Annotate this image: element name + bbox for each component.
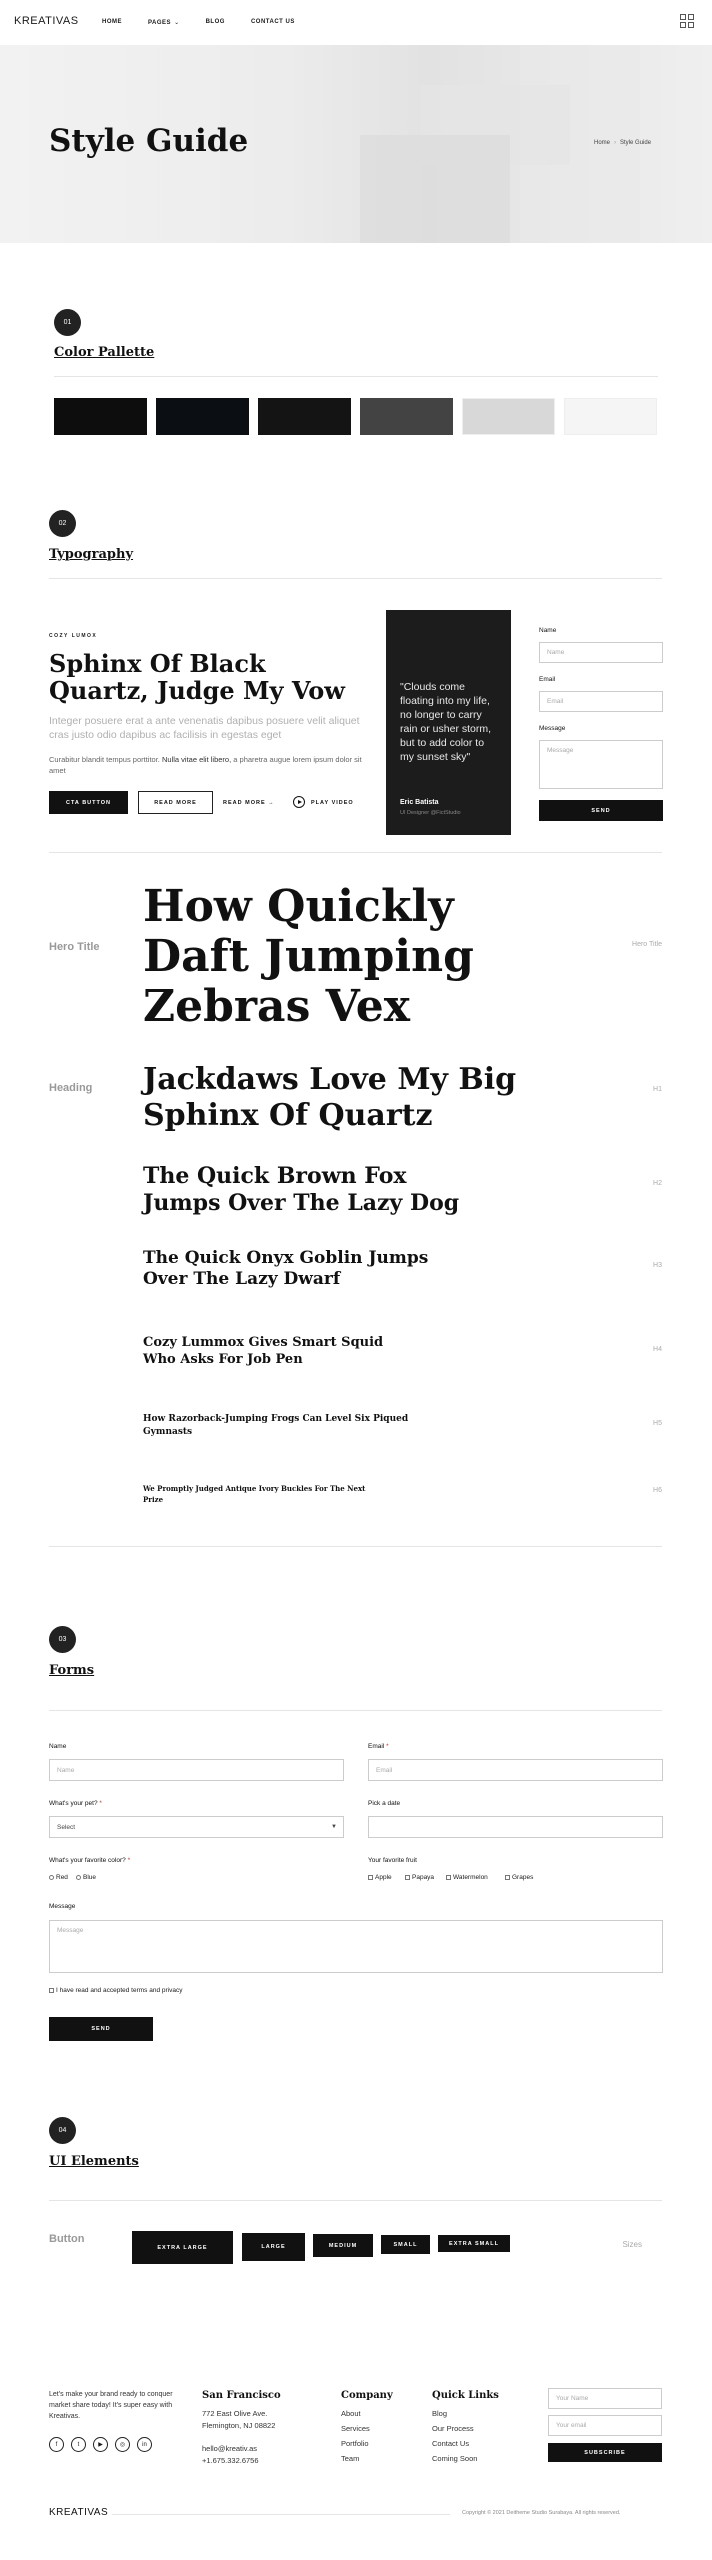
button-extra-small[interactable]: EXTRA SMALL [438,2235,510,2252]
checkbox-papaya[interactable] [405,1874,434,1881]
footer-link-team[interactable]: Team [341,2454,360,2463]
button-medium[interactable]: MEDIUM [313,2234,373,2257]
section-title: Color Pallette [54,345,155,360]
newsletter-email-field[interactable]: Your email [548,2415,662,2436]
radio-blue-label: Blue [83,1874,97,1881]
hero-banner [0,45,712,243]
testimonial-card [386,610,511,835]
nav-home[interactable]: HOME [102,19,122,25]
name-field[interactable]: Name [539,642,663,663]
button-large[interactable]: LARGE [242,2233,305,2261]
checkbox-watermelon[interactable] [446,1874,488,1881]
nav-contact[interactable]: CONTACT US [250,19,295,25]
footer-link-process[interactable]: Our Process [432,2424,474,2433]
fruit-label: Your favorite fruit [368,1857,417,1864]
color-swatch [360,398,453,435]
radio-button[interactable] [49,1875,54,1880]
sample-title: Sphinx Of Black Quartz, Judge My Vow [49,649,345,705]
arrow-right-icon: → [268,800,275,806]
date-field[interactable] [368,1816,663,1838]
quote-text: "Clouds come floating into my life, no longer to carry rain or usher storm, but to add color to my sunset sky" [400,681,492,763]
checkbox[interactable] [368,1875,373,1880]
form-message-label: Message [49,1903,76,1910]
chevron-down-icon: ⌄ [174,20,180,26]
section-title: Typography [49,547,134,562]
sizes-label: Sizes [622,2240,642,2249]
checkbox-watermelon-label: Watermelon [453,1874,488,1881]
h1-sample: Jackdaws Love My Big Sphinx Of Quartz [143,1062,517,1133]
footer-phone[interactable]: +1.675.332.6756 [202,2456,259,2465]
footer-address-2: Flemington, NJ 08822 [202,2421,276,2430]
checkbox-apple[interactable] [368,1874,392,1881]
footer-email[interactable]: hello@kreativ.as [202,2444,257,2453]
color-swatch [258,398,351,435]
footer-city: San Francisco [202,2390,281,2401]
page-title: Style Guide [49,123,249,159]
color-swatch [564,398,657,435]
form-email-label-text: Email [368,1743,385,1750]
section-title: Forms [49,1663,95,1678]
h6-tag: H6 [653,1487,662,1494]
cta-button[interactable]: CTA BUTTON [49,791,128,814]
subscribe-button[interactable]: SUBSCRIBE [548,2443,662,2462]
footer-link-coming-soon[interactable]: Coming Soon [432,2454,478,2463]
footer-link-about[interactable]: About [341,2409,361,2418]
footer-address-1: 772 East Olive Ave. [202,2409,268,2418]
main-nav [102,19,321,26]
button-extra-large[interactable]: EXTRA LARGE [132,2231,233,2264]
pet-label [49,1800,102,1807]
linkedin-icon[interactable]: in [137,2437,152,2452]
email-field[interactable]: Email [539,691,663,712]
button-small[interactable]: SMALL [381,2235,430,2254]
footer-link-contact[interactable]: Contact Us [432,2439,470,2448]
message-label: Message [539,725,566,732]
body-text-b: Nulla vitae elit libero, [161,755,232,764]
top-navbar [0,0,712,45]
email-label: Email [539,676,556,683]
read-more-button[interactable]: READ MORE [138,791,213,814]
name-label: Name [539,627,557,634]
play-video-link[interactable]: PLAY VIDEO [311,800,354,806]
logo[interactable]: KREATIVAS [14,15,79,27]
checkbox-apple-label: Apple [375,1874,392,1881]
form-message-field[interactable]: Message [49,1920,663,1973]
checkbox[interactable] [405,1875,410,1880]
breadcrumb: Home › Style Guide [594,140,652,146]
pet-label-text: What's your pet? [49,1800,98,1807]
instagram-icon[interactable]: ◎ [115,2437,130,2452]
pet-select[interactable] [49,1816,344,1838]
youtube-icon[interactable]: ▶ [93,2437,108,2452]
play-icon[interactable] [293,796,305,808]
date-label: Pick a date [368,1800,401,1807]
section-number: 03 [49,1626,76,1653]
color-swatch [462,398,555,435]
send-button[interactable]: SEND [539,800,663,821]
twitter-icon[interactable]: t [71,2437,86,2452]
body-text-a: Curabitur blandit tempus porttitor. [49,755,160,764]
radio-red[interactable] [49,1874,68,1881]
read-more-link-label: READ MORE [223,800,266,806]
h3-sample: The Quick Onyx Goblin Jumps Over The Lazy Dwarf [143,1248,429,1289]
color-label [49,1857,130,1864]
checkbox-grapes-label: Grapes [512,1874,534,1881]
newsletter-name-field[interactable]: Your Name [548,2388,662,2409]
button-label: Button [49,2233,85,2245]
radio-blue[interactable] [76,1874,96,1881]
breadcrumb-current: Style Guide [620,140,652,146]
eyebrow-text: COZY LUMOX [49,633,98,639]
copyright-text: Copyright © 2021 Deitheme Studio Surabaya. All rights reserved. [462,2510,621,2516]
radio-red-label: Red [56,1874,68,1881]
h4-sample: Cozy Lummox Gives Smart Squid Who Asks For Job Pen [143,1335,384,1367]
heading-label: Heading [49,1082,93,1094]
nav-pages[interactable] [148,19,180,26]
lead-paragraph: Integer posuere erat a ante venenatis dapibus posuere velit aliquet cras justo odio dapibus ac facilisis in egestas eget [49,715,360,741]
h4-tag: H4 [653,1346,662,1353]
menu-grid-icon[interactable] [680,14,694,28]
terms-checkbox[interactable] [49,1987,182,1994]
h2-tag: H2 [653,1180,662,1187]
form-email-field[interactable]: Email [368,1759,663,1781]
required-mark: * [99,1800,102,1807]
form-name-field[interactable]: Name [49,1759,344,1781]
section-number: 04 [49,2117,76,2144]
form-email-label [368,1743,389,1750]
form-send-button[interactable]: SEND [49,2017,153,2041]
footer-tagline: Let's make your brand ready to conquer market share today! It's super easy with Kreativas. [49,2391,173,2420]
h2-sample: The Quick Brown Fox Jumps Over The Lazy Dog [143,1163,460,1216]
section-number: 01 [54,309,81,336]
section-number: 02 [49,510,76,537]
checkbox-grapes[interactable] [505,1874,533,1881]
checkbox[interactable] [49,1988,54,1993]
checkbox[interactable] [505,1875,510,1880]
hero-title-tag: Hero Title [632,941,662,948]
h1-tag: H1 [653,1086,662,1093]
breadcrumb-home[interactable]: Home [594,140,611,146]
read-more-link[interactable] [223,800,275,806]
checkbox-papaya-label: Papaya [412,1874,435,1881]
footer-links-title: Quick Links [432,2390,499,2401]
required-mark: * [386,1743,389,1750]
footer-link-services[interactable]: Services [341,2424,370,2433]
quote-role: UI Designer @FictStudio [400,810,461,816]
footer-link-portfolio[interactable]: Portfolio [341,2439,369,2448]
hero-title-sample: How Quickly Daft Jumping Zebras Vex [143,881,474,1032]
checkbox[interactable] [446,1875,451,1880]
footer-logo[interactable]: KREATIVAS [49,2507,109,2518]
hero-title-label: Hero Title [49,941,100,953]
terms-label: I have read and accepted terms and privacy [56,1987,183,1994]
footer-link-blog[interactable]: Blog [432,2409,448,2418]
radio-button[interactable] [76,1875,81,1880]
facebook-icon[interactable]: f [49,2437,64,2452]
color-swatch [156,398,249,435]
pet-select-value: Select [57,1823,76,1831]
section-title: UI Elements [49,2154,139,2169]
caret-down-icon: ▼ [331,1824,337,1830]
h5-tag: H5 [653,1420,662,1427]
h3-tag: H3 [653,1262,662,1269]
body-text-c: a pharetra augue lorem ipsum dolor sit amet [49,755,362,775]
h6-sample: We Promptly Judged Antique Ivory Buckles For The Next Prize [143,1484,366,1504]
color-swatch [54,398,147,435]
required-mark: * [127,1857,131,1864]
message-field[interactable]: Message [539,740,663,789]
color-label-text: What's your favorite color? [49,1857,126,1864]
h5-sample: How Razorback-Jumping Frogs Can Level Six Piqued Gymnasts [143,1414,409,1437]
form-name-label: Name [49,1743,67,1750]
nav-pages-label: PAGES [148,20,172,26]
body-paragraph [49,754,369,776]
quote-author: Eric Batista [400,799,439,806]
footer-company-title: Company [341,2390,393,2401]
nav-blog[interactable]: BLOG [205,19,225,25]
